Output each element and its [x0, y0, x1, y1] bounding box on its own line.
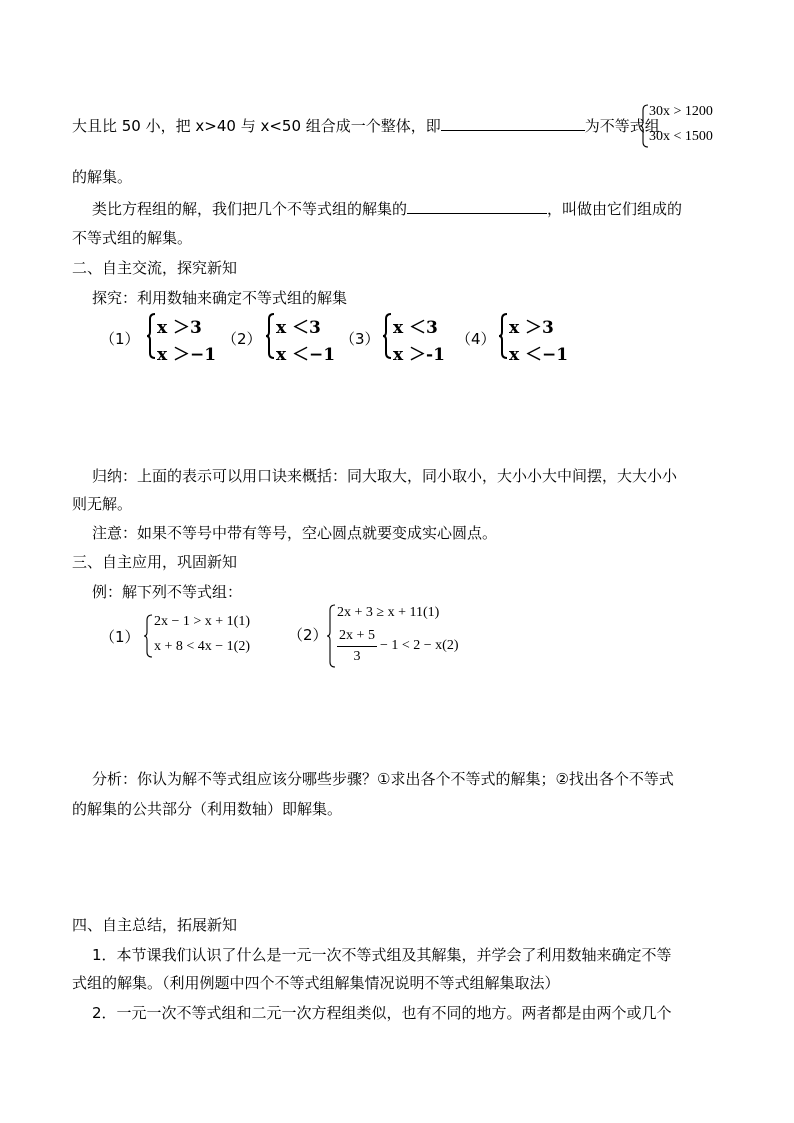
- summary-item-1-line-2: 式组的解集。（利用例题中四个不等式组解集情况说明不等式组解集取法）: [72, 974, 560, 992]
- answer-blank-2[interactable]: [407, 199, 547, 214]
- analysis-line-1: 分析：你认为解不等式组应该分哪些步骤？①求出各个不等式的解集；②找出各个不等式: [92, 770, 674, 788]
- system-1-label: （1）: [100, 330, 140, 348]
- summary-item-1-line-1: 1．本节课我们认识了什么是一元一次不等式组及其解集，并学会了利用数轴来确定不等: [92, 946, 672, 964]
- intro-system-top: 30x > 1200: [649, 104, 713, 119]
- system-2-top: x ＜3: [276, 318, 321, 338]
- intro-text-a: 大且比 50 小，把 x>40 与 x<50 组合成一个整体，即: [72, 117, 441, 135]
- example-2-top: 2x + 3 ≥ x + 11(1): [337, 605, 440, 620]
- system-1-top: x ＞3: [157, 318, 202, 338]
- system-3-top: x ＜3: [393, 318, 438, 338]
- analysis-line-2: 的解集的公共部分（利用数轴）即解集。: [72, 800, 343, 818]
- example-1-brace: [144, 614, 154, 658]
- example-2-bottom: − 1 < 2 − x(2): [380, 638, 459, 653]
- intro-text-b: 为不等式组: [584, 117, 660, 135]
- summary-line-2: 则无解。: [72, 495, 133, 513]
- example-2-fraction-numerator: 2x + 5: [339, 628, 375, 643]
- intro-line-1: [72, 116, 660, 136]
- system-4-bottom: x ＜−1: [509, 345, 569, 365]
- system-3-bottom: x ＞-1: [393, 345, 445, 365]
- section-2-heading: 二、自主交流，探究新知: [72, 259, 238, 277]
- system-2-label: （2）: [222, 330, 262, 348]
- summary-line-1: 归纳：上面的表示可以用口诀来概括：同大取大，同小取小，大小小大中间摆，大大小小: [92, 467, 678, 485]
- system-3-brace: [383, 313, 393, 359]
- intro-line-4: 不等式组的解集。: [72, 229, 193, 247]
- intro-text-d: ，叫做由它们组成的: [547, 200, 683, 218]
- example-2-fraction-bar: [337, 646, 377, 647]
- system-2-brace: [266, 313, 276, 359]
- system-4-label: （4）: [456, 330, 496, 348]
- example-1-bottom: x + 8 < 4x − 1(2): [154, 639, 251, 654]
- example-1-top: 2x − 1 > x + 1(1): [154, 614, 251, 629]
- system-1-bottom: x ＞−1: [157, 345, 217, 365]
- intro-text-c: 类比方程组的解，我们把几个不等式组的解集的: [92, 200, 408, 218]
- example-2-fraction-denominator: 3: [353, 649, 361, 664]
- system-4-top: x ＞3: [509, 318, 554, 338]
- example-2-label: （2）: [288, 626, 328, 644]
- summary-item-2-line-1: 2．一元一次不等式组和二元一次方程组类似，也有不同的地方。两者都是由两个或几个: [92, 1004, 672, 1022]
- example-line: 例：解下列不等式组：: [92, 583, 243, 601]
- section-3-heading: 三、自主应用，巩固新知: [72, 553, 238, 571]
- intro-line-2: 的解集。: [72, 168, 133, 186]
- explore-text: 探究：利用数轴来确定不等式组的解集: [92, 289, 348, 307]
- answer-blank-1[interactable]: [441, 116, 585, 131]
- system-4-brace: [499, 313, 509, 359]
- system-3-label: （3）: [340, 330, 380, 348]
- intro-line-3: [92, 199, 682, 219]
- system-2-bottom: x ＜−1: [276, 345, 336, 365]
- example-1-label: （1）: [100, 628, 140, 646]
- intro-system-bottom: 30x < 1500: [649, 129, 713, 144]
- section-4-heading: 四、自主总结，拓展新知: [72, 916, 238, 934]
- system-1-brace: [147, 313, 157, 359]
- note-line: 注意：如果不等号中带有等号，空心圆点就要变成实心圆点。: [92, 524, 498, 542]
